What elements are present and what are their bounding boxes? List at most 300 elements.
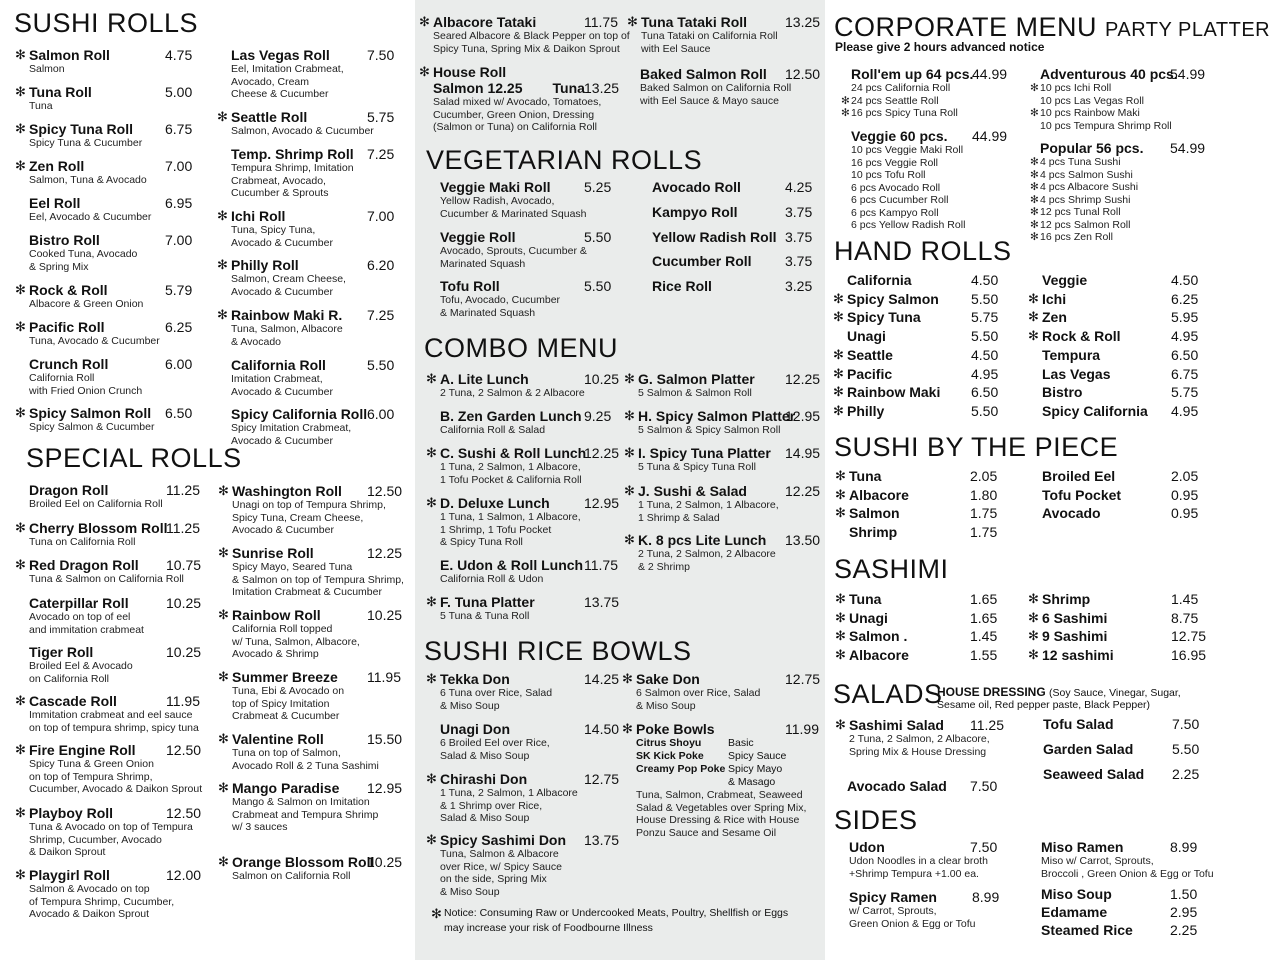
star-icon: ✻ xyxy=(426,371,437,386)
star-icon: ✻ xyxy=(218,669,229,684)
menu-item[interactable] xyxy=(835,468,998,484)
house-dressing-desc-a: (Soy Sauce, Vinegar, Sugar, xyxy=(1049,687,1181,699)
star-icon: ✻ xyxy=(835,486,846,502)
item-price: 11.75 xyxy=(584,14,618,30)
platter-line xyxy=(1030,82,1178,95)
item-name: Crunch Roll xyxy=(29,356,109,372)
item-price: 5.95 xyxy=(1171,309,1199,326)
star-icon: ✻ xyxy=(419,14,430,29)
desc-line: on California Roll xyxy=(29,672,109,685)
item-name: Avocado xyxy=(1042,505,1101,522)
menu-item[interactable] xyxy=(440,278,612,319)
menu-item[interactable] xyxy=(1042,402,1199,419)
item-name: Playboy Roll xyxy=(29,805,114,821)
item-desc xyxy=(638,424,795,437)
menu-item[interactable] xyxy=(1042,486,1199,503)
menu-item[interactable] xyxy=(217,109,395,138)
menu-item[interactable] xyxy=(440,408,612,437)
desc-line: Tofu, Avocado, Cucumber xyxy=(440,294,561,306)
item-name: Rock & Roll xyxy=(29,282,108,298)
desc-line: Crabmeat and Tempura Shrimp xyxy=(232,808,379,821)
item-price: 8.75 xyxy=(1171,609,1199,626)
item-name: Rainbow Maki R. xyxy=(231,307,343,323)
platter-line-text: 4 pcs Shrimp Sushi xyxy=(1040,193,1131,206)
desc-line: Spicy Tuna & Cucumber xyxy=(29,137,143,149)
item-name: Sunrise Roll xyxy=(232,545,314,561)
item-price: 1.65 xyxy=(970,591,998,607)
item-name: Albacore xyxy=(849,486,909,503)
menu-item[interactable] xyxy=(1042,272,1199,288)
star-icon: ✻ xyxy=(627,14,638,29)
menu-item[interactable] xyxy=(426,771,620,825)
platter-line-text: 10 pcs Tofu Roll xyxy=(851,169,926,181)
menu-item[interactable] xyxy=(218,669,401,723)
menu-item[interactable] xyxy=(231,146,395,200)
item-price: 5.50 xyxy=(584,278,612,294)
item-price: 10.75 xyxy=(166,557,202,573)
platter-line-text: 10 pcs Ichi Roll xyxy=(1040,82,1112,94)
star-icon: ✻ xyxy=(15,405,26,420)
item-name: Veggie xyxy=(1042,272,1088,288)
menu-item[interactable] xyxy=(29,644,202,685)
platter-line xyxy=(1030,206,1143,219)
menu-item[interactable] xyxy=(29,195,193,224)
item-price: 4.95 xyxy=(971,365,999,382)
menu-item[interactable] xyxy=(29,595,202,636)
platter-item[interactable] xyxy=(841,66,1008,120)
menu-item[interactable] xyxy=(652,179,813,195)
menu-item[interactable] xyxy=(15,121,193,150)
item-desc xyxy=(433,30,630,55)
desc-line: & Miso Soup xyxy=(440,885,500,898)
menu-item[interactable] xyxy=(652,278,813,294)
house-dressing-title: HOUSE DRESSING xyxy=(937,685,1046,699)
menu-item[interactable] xyxy=(1043,766,1200,782)
star-icon: ✻ xyxy=(833,365,844,381)
menu-item[interactable] xyxy=(652,253,813,269)
star-icon: ✻ xyxy=(1028,290,1039,306)
star-icon: ✻ xyxy=(217,257,228,272)
menu-item[interactable] xyxy=(1028,328,1199,345)
star-icon: ✻ xyxy=(15,557,26,572)
desc-line: with Eel Sauce xyxy=(641,42,711,55)
menu-item[interactable] xyxy=(218,731,403,772)
menu-item[interactable] xyxy=(426,594,620,623)
menu-item[interactable] xyxy=(835,486,998,503)
menu-item[interactable] xyxy=(1028,609,1199,626)
item-name: Spicy Sashimi Don xyxy=(440,832,567,848)
star-icon: ✻ xyxy=(1030,206,1039,218)
desc-line: Broiled Eel & Avocado xyxy=(29,660,133,672)
menu-item[interactable] xyxy=(15,282,193,311)
poke-option-name: SK Kick Poke xyxy=(636,750,704,762)
item-price: 14.95 xyxy=(785,445,821,461)
menu-item[interactable] xyxy=(15,520,200,549)
item-price: 1.80 xyxy=(970,486,998,503)
menu-item[interactable] xyxy=(15,805,202,859)
menu-item[interactable] xyxy=(624,445,821,474)
menu-item[interactable] xyxy=(833,346,999,363)
item-name: Washington Roll xyxy=(232,483,342,499)
item-name: Philly Roll xyxy=(231,257,299,273)
item-name: Ichi xyxy=(1042,290,1067,307)
item-name: Cucumber Roll xyxy=(652,253,752,269)
item-name: Spicy California xyxy=(1042,402,1148,419)
star-icon: ✻ xyxy=(1028,591,1039,606)
menu-item[interactable] xyxy=(1043,716,1200,732)
desc-line: Crabmeat & Cucumber xyxy=(232,710,340,722)
menu-item[interactable] xyxy=(217,208,395,249)
menu-item[interactable] xyxy=(15,742,203,796)
menu-item[interactable] xyxy=(217,307,395,348)
notice-text xyxy=(431,906,788,936)
menu-item[interactable] xyxy=(833,309,999,326)
star-icon: ✻ xyxy=(841,107,850,119)
desc-line: Avocado & Daikon Sprout xyxy=(29,908,150,920)
item-price: 6.00 xyxy=(367,406,395,422)
desc-line: Tuna on California Roll xyxy=(29,536,136,548)
poke-option-sauce xyxy=(728,737,754,750)
item-name: Spicy Tuna xyxy=(847,309,921,326)
menu-item[interactable] xyxy=(835,609,998,626)
item-price: 2.05 xyxy=(970,468,998,484)
item-name: Seaweed Salad xyxy=(1043,766,1145,782)
middle-panel xyxy=(415,0,825,960)
desc-line: Tuna, Salmon & Albacore xyxy=(440,848,559,860)
platter-line-text: 16 pcs Veggie Roll xyxy=(851,156,938,169)
platter-item[interactable] xyxy=(851,128,1008,232)
menu-item[interactable] xyxy=(624,371,821,400)
desc-line: & 2 Shrimp xyxy=(638,560,690,573)
star-icon: ✻ xyxy=(218,607,229,622)
item-price: 5.50 xyxy=(971,402,999,419)
menu-item[interactable] xyxy=(426,832,620,898)
desc-line: Cucumber, Avocado & Daikon Sprout xyxy=(29,783,203,795)
menu-item[interactable] xyxy=(1041,922,1198,938)
menu-item[interactable] xyxy=(847,778,998,794)
item-name: F. Tuna Platter xyxy=(440,594,535,610)
menu-item[interactable] xyxy=(1042,384,1199,401)
item-name: Tekka Don xyxy=(440,671,510,687)
star-icon: ✻ xyxy=(833,402,844,418)
item-name: E. Udon & Roll Lunch xyxy=(440,557,584,573)
poke-option[interactable] xyxy=(636,737,806,750)
menu-item[interactable] xyxy=(1042,468,1199,484)
menu-item[interactable] xyxy=(1028,290,1199,307)
star-icon: ✻ xyxy=(833,384,844,400)
menu-item[interactable] xyxy=(440,179,612,220)
item-price: 7.00 xyxy=(367,208,395,224)
menu-item[interactable] xyxy=(624,532,821,573)
item-desc xyxy=(232,623,360,661)
desc-line: Spring Mix & House Dressing xyxy=(849,745,987,758)
menu-item[interactable] xyxy=(835,505,998,522)
menu-item[interactable] xyxy=(426,495,620,549)
menu-item[interactable] xyxy=(833,402,999,419)
sauce-line: Spicy Sauce xyxy=(728,750,787,762)
item-desc xyxy=(29,536,167,549)
desc-line: Cucumber & Sprouts xyxy=(231,187,329,199)
item-name: Rainbow Maki xyxy=(847,384,941,401)
star-icon: ✻ xyxy=(1028,628,1039,644)
menu-item[interactable] xyxy=(1028,309,1199,326)
menu-item[interactable] xyxy=(218,780,403,834)
item-desc xyxy=(440,687,552,712)
star-icon: ✻ xyxy=(833,290,844,306)
desc-line: Tuna on top of Salmon, xyxy=(232,747,341,759)
item-price: 11.25 xyxy=(166,482,200,498)
menu-item[interactable] xyxy=(833,365,999,382)
platter-price: 44.99 xyxy=(972,66,1008,82)
item-name: Tuna Tataki Roll xyxy=(641,14,748,30)
poke-option-sauce xyxy=(728,750,786,763)
item-name: Avocado Roll xyxy=(652,179,741,195)
menu-item[interactable] xyxy=(624,483,821,524)
item-price: 1.45 xyxy=(970,628,998,645)
menu-item[interactable] xyxy=(440,721,620,762)
desc-line: Marinated Squash xyxy=(440,257,526,270)
menu-item[interactable] xyxy=(29,232,193,273)
menu-item[interactable] xyxy=(15,693,200,734)
platter-line xyxy=(851,157,965,170)
desc-line: 1 Tuna, 2 Salmon, 1 Albacore xyxy=(440,787,578,799)
sides-title: SIDES xyxy=(834,805,918,835)
notice-star-icon: ✻ xyxy=(431,906,442,921)
tuna-option: Tuna xyxy=(552,80,585,96)
desc-line: 1 Shrimp, 1 Tofu Pocket xyxy=(440,523,552,536)
menu-item[interactable] xyxy=(15,867,202,921)
item-name: Seattle xyxy=(847,346,893,363)
menu-item[interactable] xyxy=(218,545,404,599)
menu-item[interactable] xyxy=(1041,886,1198,902)
menu-item[interactable] xyxy=(849,524,998,541)
star-icon: ✻ xyxy=(841,94,850,107)
item-name: Spicy Salmon Roll xyxy=(29,405,152,421)
menu-item[interactable] xyxy=(652,229,813,245)
menu-item[interactable] xyxy=(847,328,999,345)
menu-item[interactable] xyxy=(419,14,630,55)
item-name: Fire Engine Roll xyxy=(29,742,136,758)
item-name: Unagi Don xyxy=(440,721,510,737)
item-price: 12.50 xyxy=(166,742,202,758)
desc-line: 2 Tuna, 2 Salmon, 2 Albacore xyxy=(638,548,776,560)
desc-line: 2 Tuna, 2 Salmon, 2 Albacore, xyxy=(849,733,990,745)
menu-item[interactable] xyxy=(15,47,193,76)
platter-line-text: 4 pcs Salmon Sushi xyxy=(1040,168,1133,181)
star-icon: ✻ xyxy=(622,721,633,736)
star-icon: ✻ xyxy=(835,609,846,625)
item-desc xyxy=(29,211,151,224)
star-icon: ✻ xyxy=(1030,193,1039,206)
item-desc xyxy=(440,424,582,437)
menu-item[interactable] xyxy=(231,47,395,101)
menu-item[interactable] xyxy=(833,290,999,307)
menu-item[interactable] xyxy=(426,371,620,400)
item-name: Garden Salad xyxy=(1043,741,1134,757)
desc-line: Spicy Tuna, Spring Mix & Daikon Sprout xyxy=(433,42,620,55)
desc-line: Avocado & Cucumber xyxy=(231,385,333,398)
item-name: 12 sashimi xyxy=(1042,647,1114,664)
platter-item[interactable] xyxy=(1030,140,1206,244)
poke-option[interactable] xyxy=(636,750,806,763)
menu-item[interactable] xyxy=(640,66,821,107)
item-desc xyxy=(29,660,133,685)
desc-line: Baked Salmon on California Roll xyxy=(640,82,792,94)
menu-item[interactable] xyxy=(622,721,819,839)
desc-line: Avocado & Cucumber xyxy=(231,236,333,249)
menu-item[interactable] xyxy=(1042,365,1199,382)
sashimi-title: SASHIMI xyxy=(834,554,949,584)
menu-item[interactable] xyxy=(835,591,998,607)
menu-item[interactable] xyxy=(231,406,395,447)
item-name: Zen Roll xyxy=(29,158,85,174)
item-desc xyxy=(640,82,791,107)
menu-item[interactable] xyxy=(218,483,403,537)
menu-item[interactable] xyxy=(1028,591,1199,607)
item-name: Las Vegas xyxy=(1042,365,1111,382)
item-price: 12.75 xyxy=(1171,628,1207,645)
menu-item[interactable] xyxy=(652,204,813,220)
menu-item[interactable] xyxy=(1043,741,1200,757)
star-icon: ✻ xyxy=(15,520,26,535)
item-desc xyxy=(29,298,143,311)
item-price: 16.95 xyxy=(1171,647,1207,664)
item-desc xyxy=(231,224,333,249)
item-price: 5.50 xyxy=(971,328,999,345)
item-name: G. Salmon Platter xyxy=(638,371,755,387)
desc-line: Avocado, Sprouts, Cucumber & xyxy=(440,245,587,257)
item-desc xyxy=(638,387,755,400)
menu-item[interactable] xyxy=(847,272,999,288)
item-price: 5.75 xyxy=(1171,384,1199,401)
item-price: 12.75 xyxy=(785,671,821,687)
item-name: Pacific xyxy=(847,365,893,382)
desc-line: 6 Salmon over Rice, Salad xyxy=(636,687,761,699)
menu-item[interactable] xyxy=(440,229,612,270)
menu-item[interactable] xyxy=(1042,505,1199,522)
item-desc xyxy=(440,294,560,319)
item-name: Ichi Roll xyxy=(231,208,286,224)
item-name: Eel Roll xyxy=(29,195,81,211)
item-name: Temp. Shrimp Roll xyxy=(231,146,354,162)
desc-line: House Dressing & Rice with House xyxy=(636,814,800,826)
menu-item[interactable] xyxy=(849,839,998,880)
platter-line xyxy=(851,144,965,157)
item-name: I. Spicy Tuna Platter xyxy=(638,445,771,461)
platter-line xyxy=(851,219,965,232)
platter-line xyxy=(1030,107,1178,120)
desc-line: (Salmon or Tuna) on California Roll xyxy=(433,121,597,133)
menu-item[interactable] xyxy=(15,557,202,586)
star-icon: ✻ xyxy=(835,591,846,606)
desc-line: Avocado & Cucumber xyxy=(232,524,334,536)
menu-item[interactable] xyxy=(835,717,1004,758)
menu-item[interactable] xyxy=(426,671,620,712)
item-name: Poke Bowls xyxy=(636,721,715,737)
item-price: 6.50 xyxy=(165,405,193,421)
menu-item[interactable] xyxy=(627,14,821,55)
menu-item[interactable] xyxy=(231,357,395,398)
item-price: 12.50 xyxy=(367,483,403,499)
menu-item[interactable] xyxy=(1041,904,1198,920)
menu-item[interactable] xyxy=(15,84,193,113)
menu-item[interactable] xyxy=(835,647,998,664)
desc-line: Albacore & Green Onion xyxy=(29,298,144,310)
platter-line xyxy=(1040,120,1178,133)
menu-item[interactable] xyxy=(218,607,403,661)
menu-item[interactable] xyxy=(29,356,193,397)
menu-item[interactable] xyxy=(833,384,999,401)
item-name: Spicy Salmon xyxy=(847,290,939,307)
star-icon: ✻ xyxy=(835,505,846,521)
star-icon: ✻ xyxy=(218,545,229,560)
menu-item[interactable] xyxy=(29,482,200,511)
notice-line-2: may increase your risk of Foodbourne Illness xyxy=(444,922,653,934)
item-price: 10.25 xyxy=(166,644,202,660)
menu-item[interactable] xyxy=(15,405,193,434)
menu-item[interactable] xyxy=(440,557,618,586)
desc-line: Seared Albacore & Black Pepper on top of xyxy=(433,30,630,42)
desc-line: Avocado Roll & 2 Tuna Sashimi xyxy=(232,759,379,772)
item-price: 6.50 xyxy=(971,384,999,401)
poke-option-sauce xyxy=(728,763,782,789)
menu-item[interactable] xyxy=(849,889,1000,930)
menu-item[interactable] xyxy=(835,628,998,645)
item-desc xyxy=(232,796,378,834)
menu-item[interactable] xyxy=(217,257,395,298)
star-icon: ✻ xyxy=(833,309,844,325)
item-price: 12.25 xyxy=(584,445,620,461)
item-price: 7.00 xyxy=(165,232,193,248)
menu-item[interactable] xyxy=(15,319,193,348)
menu-item[interactable] xyxy=(419,64,620,134)
menu-item[interactable] xyxy=(624,408,821,437)
menu-item[interactable] xyxy=(1028,628,1207,645)
star-icon: ✻ xyxy=(1030,181,1039,193)
item-name: Udon xyxy=(849,839,885,855)
house-dressing-desc-b: Sesame oil, Red pepper paste, Black Pepper) xyxy=(937,699,1151,711)
desc-line: Tuna & Avocado on top of Tempura xyxy=(29,821,193,833)
star-icon: ✻ xyxy=(624,371,635,386)
item-desc xyxy=(232,561,404,599)
menu-item[interactable] xyxy=(1042,346,1199,363)
platter-name: Popular 56 pcs. xyxy=(1040,140,1144,156)
desc-line: Tuna xyxy=(29,100,53,112)
desc-line: & Avocado xyxy=(231,335,282,348)
menu-item[interactable] xyxy=(1028,647,1207,664)
item-price: 5.79 xyxy=(165,282,193,298)
menu-item[interactable] xyxy=(218,854,403,883)
item-name: Shrimp xyxy=(849,524,898,541)
item-name: Unagi xyxy=(849,609,888,626)
desc-line: & Salmon on top of Tempura Shrimp, xyxy=(232,573,404,586)
item-price: 12.95 xyxy=(584,495,620,511)
platter-item[interactable] xyxy=(1030,66,1206,132)
menu-item[interactable] xyxy=(426,445,620,486)
item-price: 6.00 xyxy=(165,356,193,372)
item-desc xyxy=(231,422,367,447)
item-name: Edamame xyxy=(1041,904,1108,920)
item-name: Chirashi Don xyxy=(440,771,528,787)
item-desc xyxy=(29,498,163,511)
platter-line xyxy=(841,107,973,120)
menu-item[interactable] xyxy=(1041,839,1214,880)
poke-option[interactable] xyxy=(636,763,806,789)
desc-line: Mango & Salmon on Imitation xyxy=(232,796,370,808)
platter-line xyxy=(851,169,965,182)
menu-item[interactable] xyxy=(15,158,193,187)
menu-item[interactable] xyxy=(622,671,821,712)
